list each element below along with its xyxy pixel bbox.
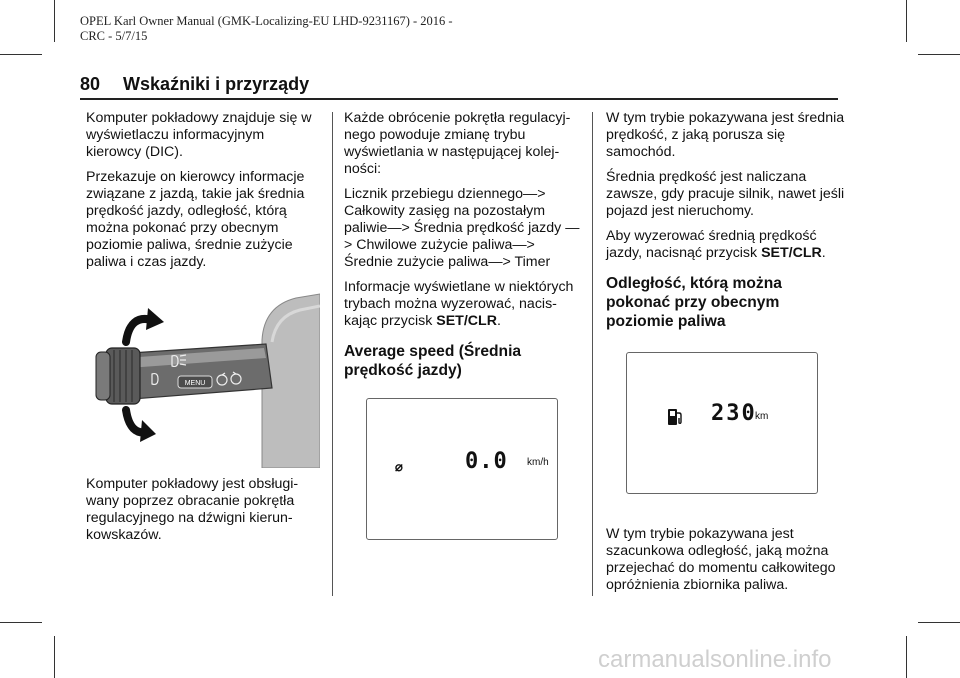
- column-1: [86, 110, 322, 279]
- paragraph: [606, 228, 846, 262]
- heading-line: prędkość jazdy): [344, 362, 462, 379]
- set-clr-button-name: SET/CLR: [436, 313, 497, 329]
- crop-mark: [906, 636, 907, 678]
- section-heading-average-speed: [344, 342, 582, 380]
- column-3-lower: [606, 526, 846, 602]
- menu-button-label: MENU: [184, 380, 206, 387]
- watermark: carmanualsonline.info: [598, 646, 832, 673]
- text-run: Informacje wyświetlane w niektórych trybach można wyzerować, nacis- kając przycisk: [344, 279, 574, 329]
- section-title: Wskaźniki i przyrządy: [123, 74, 310, 94]
- column-divider: [332, 112, 333, 596]
- average-speed-value: 0.0: [465, 449, 508, 474]
- crop-mark: [906, 0, 907, 42]
- range-value: 230: [711, 401, 757, 426]
- set-clr-button-name: SET/CLR: [761, 245, 822, 261]
- section-heading-range: [606, 274, 846, 331]
- paragraph: Przekazuje on kierowcy informacje związane z jazdą, takie jak średnia prędkość jazdy, odległość, którą można pokonać przy obecnym poziomie paliwa, średnie zużycie paliwa i czas jazdy.: [86, 169, 305, 270]
- paragraph: Komputer pokładowy znajduje się w wyświetlaczu informacyjnym kierowcy (DIC).: [86, 110, 312, 160]
- page-number: 80: [80, 74, 101, 94]
- column-1-lower: [86, 476, 322, 552]
- range-display: [626, 352, 818, 494]
- average-symbol: ⌀: [395, 459, 403, 474]
- heading-line: poziomie paliwa: [606, 313, 726, 330]
- column-divider: [592, 112, 593, 596]
- paragraph: Komputer pokładowy jest obsługi- wany poprzez obracanie pokrętła regulacyjnego na dźwigni kierun- kowskazów.: [86, 476, 299, 543]
- header-line-2: CRC - 5/7/15: [80, 29, 148, 43]
- crop-mark: [918, 54, 960, 55]
- page-title: [80, 74, 309, 95]
- paragraph: W tym trybie pokazywana jest średnia prędkość, z jaką porusza się samochód.: [606, 110, 845, 160]
- text-run: .: [821, 245, 826, 261]
- heading-line: Average speed (Średnia: [344, 343, 522, 360]
- paragraph: W tym trybie pokazywana jest szacunkowa odległość, jaką można przejechać do momentu całkowitego opróżnienia zbiornika paliwa.: [606, 526, 836, 593]
- paragraph: [344, 279, 582, 330]
- turn-signal-lever-illustration: [86, 292, 320, 468]
- column-2: [344, 110, 582, 380]
- crop-mark: [0, 622, 42, 623]
- column-3: [606, 110, 846, 331]
- average-speed-display: [366, 398, 558, 540]
- fuel-pump-icon: [667, 407, 683, 427]
- range-unit: km: [755, 411, 769, 422]
- speed-unit: km/h: [527, 457, 549, 468]
- document-header: [80, 14, 600, 44]
- title-rule: [80, 98, 838, 100]
- crop-mark: [54, 0, 55, 42]
- paragraph: Licznik przebiegu dziennego—> Całkowity zasięg na pozostałym paliwie—> Średnia prędkość jazdy —> Chwilowe zużycie paliwa—> Średnie zużycie paliwa—> Timer: [344, 186, 580, 270]
- text-run: Aby wyzerować średnią prędkość jazdy, nacisnąć przycisk: [606, 228, 817, 261]
- header-line-1: OPEL Karl Owner Manual (GMK-Localizing-EU LHD-9231167) - 2016 -: [80, 14, 453, 28]
- crop-mark: [0, 54, 42, 55]
- heading-line: Odległość, którą można: [606, 275, 782, 292]
- crop-mark: [918, 622, 960, 623]
- paragraph: Średnia prędkość jest naliczana zawsze, gdy pracuje silnik, nawet jeśli pojazd jest nieruchomy.: [606, 169, 845, 219]
- heading-line: pokonać przy obecnym: [606, 294, 780, 311]
- text-run: .: [496, 313, 501, 329]
- crop-mark: [54, 636, 55, 678]
- paragraph: Każde obrócenie pokrętła regulacyj- nego powoduje zmianę trybu wyświetlania w następującej kolej- ności:: [344, 110, 571, 177]
